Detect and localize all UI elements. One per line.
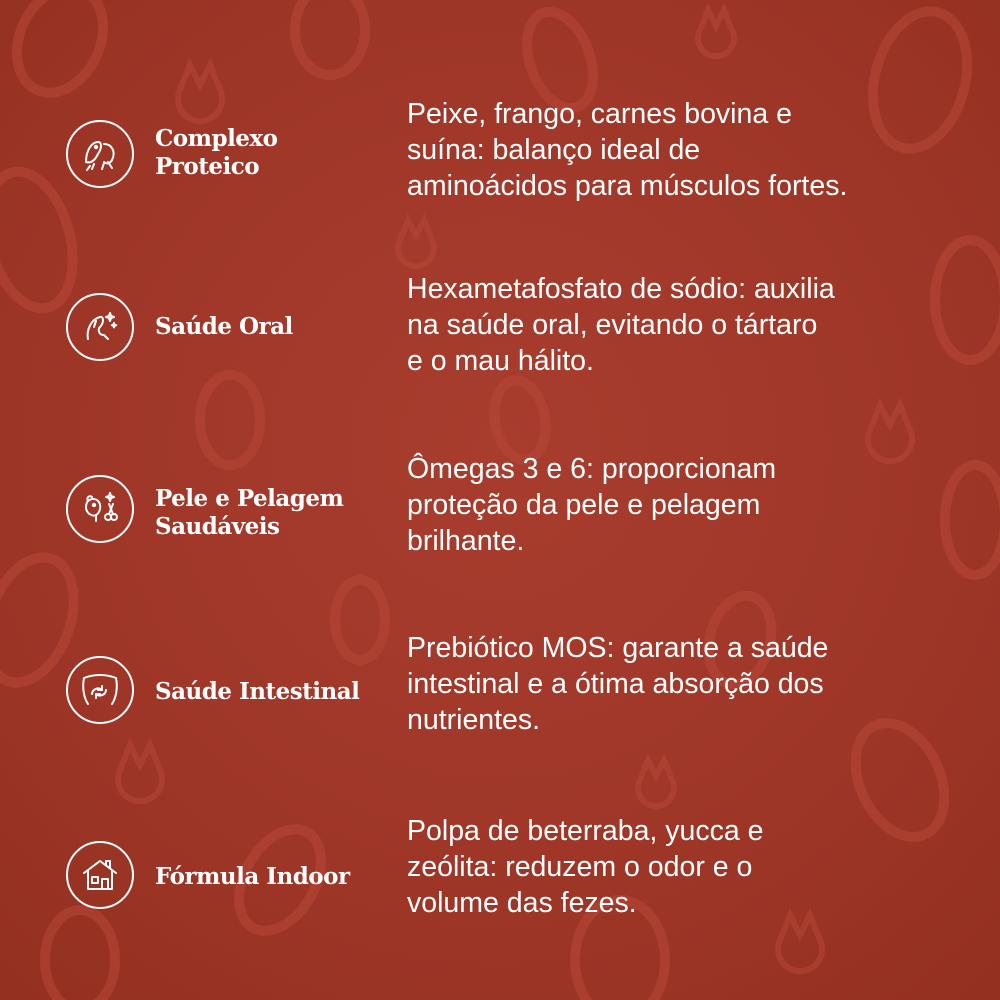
intestine-icon [66, 656, 134, 724]
feature-title: Saúde Oral [155, 313, 293, 340]
dog-grooming-icon [66, 475, 134, 543]
feature-description: Peixe, frango, carnes bovina e suína: balanço ideal de aminoácidos para músculos fortes. [407, 98, 848, 202]
feature-description: Polpa de beterraba, yucca e zeólita: reduzem o odor e o volume das fezes. [407, 815, 764, 919]
fish-chicken-icon [66, 120, 134, 188]
feature-title: Pele e Pelagem Saudáveis [155, 485, 344, 540]
feature-title: Saúde Intestinal [155, 678, 360, 705]
feature-title: Complexo Proteico [155, 125, 278, 180]
feature-row-protein [0, 80, 1000, 220]
house-icon [66, 841, 134, 909]
feature-row-oral [0, 255, 1000, 395]
feature-row-indoor [0, 805, 1000, 945]
tooth-sparkle-icon [66, 293, 134, 361]
feature-row-intestinal [0, 620, 1000, 760]
feature-description: Hexametafosfato de sódio: auxilia na saúde oral, evitando o tártaro e o mau hálito. [407, 273, 835, 377]
feature-title: Fórmula Indoor [155, 863, 350, 890]
feature-description: Ômegas 3 e 6: proporcionam proteção da pele e pelagem brilhante. [407, 453, 777, 557]
feature-description: Prebiótico MOS: garante a saúde intestinal e a ótima absorção dos nutrientes. [407, 632, 829, 736]
feature-row-skin-coat [0, 435, 1000, 575]
